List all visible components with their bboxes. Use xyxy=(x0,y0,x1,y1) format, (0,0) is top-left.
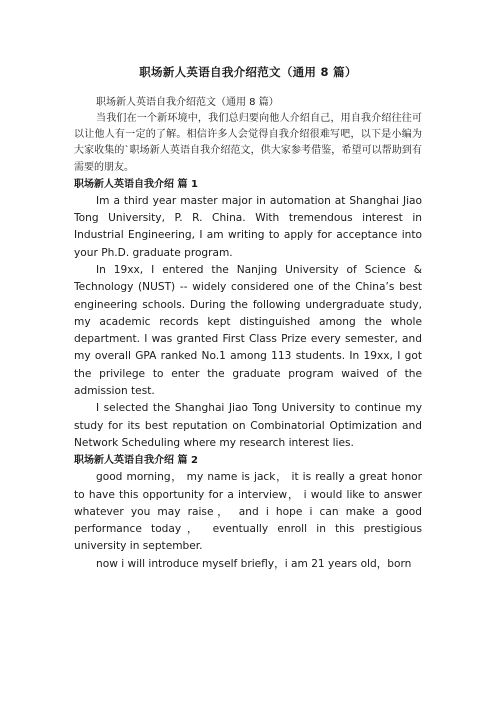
section-1-paragraph-2: In 19xx, I entered the Nanjing University of Science & Technology (NUST) -- widely considered one of the China’s best engineering schools. During the following undergraduate study, my academic records kept distinguished among the whole department. I was granted First Class Prize every semester, and my overall GPA ranked No.1 among 113 students. In 19xx, I got the privilege to enter the graduate program waived of the admission test. xyxy=(74,264,422,398)
section-heading: 职场新人英语自我介绍 篇 1 xyxy=(74,178,198,190)
section-1-paragraph-1: Im a third year master major in automation at Shanghai Jiao Tong University, P. R. China. With tremendous interest in Industrial Engineering, I am writing to apply for acceptance into your Ph.D. graduate program. xyxy=(74,194,422,259)
section-1-paragraph-3: I selected the Shanghai Jiao Tong University to continue my study for its best reputation on Combinatorial Optimization and Network Scheduling where my research interest lies. xyxy=(74,402,422,449)
section-2 xyxy=(74,452,422,573)
document-subtitle: 职场新人英语自我介绍范文（通用 8 篇） xyxy=(96,97,279,108)
section-1 xyxy=(74,176,422,452)
section-2-paragraph-1: good morning， my name is jack， it is really a great honor to have this opportunity for a interview， i would like to answer whatever you may raise， and i hope i can make a good performance today， eventually enroll in this prestigious university in september. xyxy=(74,471,422,553)
document-title: 职场新人英语自我介绍范文（通用 8 篇） xyxy=(139,65,357,79)
intro-paragraph: 当我们在一个新环境中，我们总归要向他人介绍自己，用自我介绍往往可以让他人有一定的了解。相信许多人会觉得自我介绍很难写吧，以下是小编为大家收集的`职场新人英语自我介绍范文，供大家参考借鉴，希望可以帮助到有需要的朋友。 xyxy=(74,113,422,173)
section-2-paragraph-2: now i will introduce myself briefly，i am 21 years old，born xyxy=(96,557,412,570)
section-heading: 职场新人英语自我介绍 篇 2 xyxy=(74,455,198,467)
